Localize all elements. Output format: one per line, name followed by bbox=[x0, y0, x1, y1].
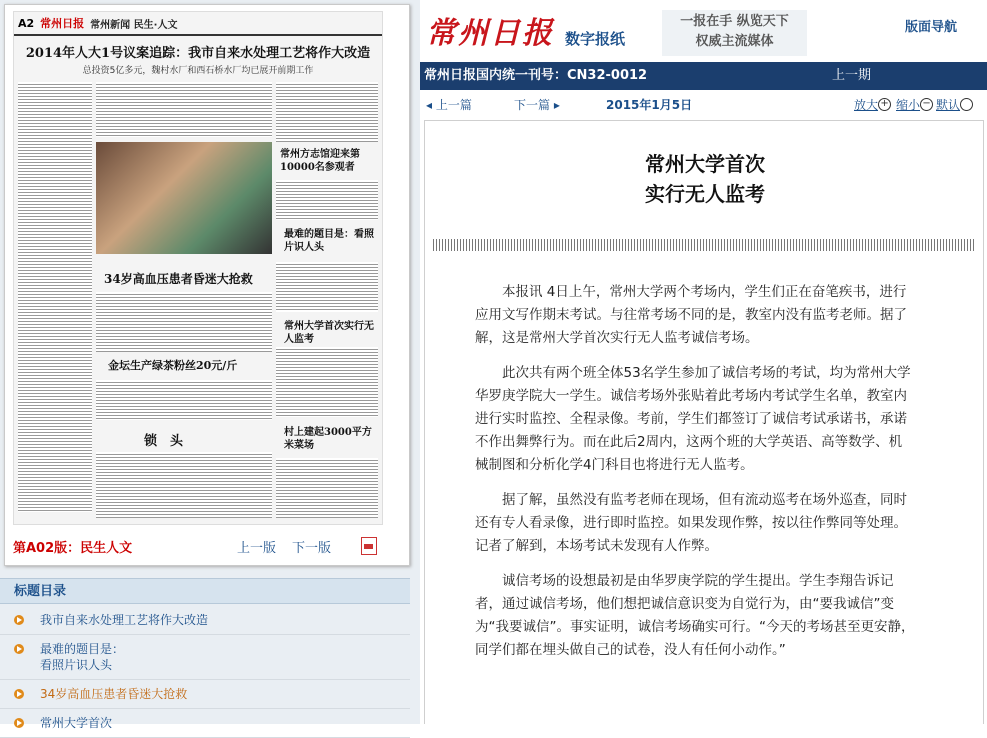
next-article-label[interactable]: 下一篇 bbox=[514, 98, 551, 112]
arrow-bullet-icon bbox=[14, 615, 24, 625]
page-preview-frame bbox=[4, 4, 410, 566]
text-column bbox=[96, 380, 272, 420]
issue-date: 2015年1月5日 bbox=[606, 98, 693, 112]
site-header bbox=[420, 0, 987, 62]
side-title[interactable]: 最难的题目是：看照片识人头 bbox=[284, 229, 374, 253]
zoom-in-button[interactable] bbox=[854, 96, 889, 113]
toc-item-label[interactable]: 我市自来水处理工艺将作大改造 bbox=[40, 613, 209, 627]
side-title[interactable]: 锁 头 bbox=[144, 434, 184, 449]
arrow-bullet-icon bbox=[14, 644, 24, 654]
issn-title: 常州日报国内统一刊号：CN32-0012 bbox=[424, 68, 648, 83]
slogan-line: 一报在手 纵览天下 bbox=[680, 14, 789, 29]
prev-issue-link[interactable]: 上一期 bbox=[832, 68, 872, 83]
article-paragraph: 诚信考场的设想最初是由华罗庚学院的学生提出。学生李翔告诉记者，通过诚信考场，他们想把诚信意识变为自觉行为，由“要我诚信”变为“我要诚信”。事实证明，诚信考场确实可行。“今天的考场甚至更安静，同学们都在埋头做自己的试卷，没人有任何小动作。” bbox=[475, 573, 915, 658]
headline-line: 实行无人监考 bbox=[645, 182, 765, 206]
page-footer bbox=[5, 531, 409, 561]
brand-logo[interactable]: 常州日报 bbox=[426, 16, 554, 51]
toc-item-label[interactable]: 34岁高血压患者昏迷大抢救 bbox=[40, 687, 188, 701]
text-column bbox=[276, 458, 378, 518]
article-paragraph: 本报讯 4日上午，常州大学两个考场内，学生们正在奋笔疾书，进行应用文写作期末考试。与往常考场不同的是，教室内没有监考老师。据了解，这是常州大学首次实行无人监考诚信考场。 bbox=[475, 284, 907, 346]
text-column bbox=[276, 262, 378, 312]
masthead-logo: 常州日报 bbox=[40, 17, 85, 30]
default-zoom-label[interactable]: 默认 bbox=[936, 98, 961, 112]
default-zoom-button[interactable] bbox=[936, 96, 960, 113]
side-title[interactable]: 金坛生产绿茶粉丝20元/斤 bbox=[108, 359, 238, 372]
text-column bbox=[18, 82, 92, 512]
prev-article-label[interactable]: 上一篇 bbox=[435, 98, 472, 112]
text-column bbox=[276, 347, 378, 417]
article-paragraph: 此次共有两个班全体53名学生参加了诚信考场的考试，均为常州大学华罗庚学院大一学生。诚信考场外张贴着此考场内考试学生名单，教室内进行实时监控、全程录像。考前，学生们都签订了诚信考试承诺书，承诺不作出舞弊行为。而在此后2周内，这两个班的大学英语、高等数学、机械制图和分析化学4门科目也将进行无人监考。 bbox=[475, 365, 911, 473]
news-photo[interactable] bbox=[96, 142, 272, 254]
side-title[interactable]: 常州方志馆迎来第10000名参观者 bbox=[280, 149, 360, 173]
toc-item-label[interactable]: 最难的题目是： 看照片识人头 bbox=[40, 642, 125, 672]
section-label: 第A02版：民生人文 bbox=[13, 540, 133, 556]
article-panel bbox=[420, 0, 987, 724]
headline-line: 常州大学首次 bbox=[645, 152, 765, 176]
side-title[interactable]: 常州大学首次实行无人监考 bbox=[284, 321, 374, 345]
toc-item[interactable] bbox=[0, 635, 410, 680]
toc-list bbox=[0, 606, 410, 738]
minus-icon[interactable]: − bbox=[920, 98, 933, 111]
slogan-line: 权威主流媒体 bbox=[695, 34, 774, 49]
prev-page-link[interactable]: 上一版 bbox=[237, 540, 277, 556]
article-content bbox=[424, 120, 984, 724]
page-nav-link[interactable]: 版面导航 bbox=[905, 20, 958, 35]
text-column bbox=[96, 82, 272, 137]
side-title[interactable]: 村上建起3000平方米菜场 bbox=[284, 427, 372, 451]
plus-icon[interactable]: + bbox=[878, 98, 891, 111]
article-body bbox=[475, 281, 915, 674]
arrow-bullet-icon bbox=[14, 689, 24, 699]
text-column bbox=[96, 292, 272, 352]
next-article-link[interactable]: 下一篇 ▸ bbox=[514, 98, 560, 112]
divider bbox=[433, 239, 975, 251]
arrow-bullet-icon bbox=[14, 718, 24, 728]
text-column bbox=[276, 82, 378, 142]
article-paragraph: 据了解，虽然没有监考老师在现场，但有流动巡考在场外巡查，同时还有专人看录像，进行即时监控。如果发现作弊，按以往作弊同等处理。记者了解到，本场考试未发现有人作弊。 bbox=[475, 492, 907, 554]
text-column bbox=[96, 452, 272, 518]
lead-subhead: 总投资5亿多元，魏村水厂和西石桥水厂均已展开前期工作 bbox=[82, 66, 314, 76]
pdf-download-icon[interactable] bbox=[361, 537, 377, 555]
page-code: A2 bbox=[18, 16, 35, 30]
toc-item[interactable] bbox=[0, 606, 410, 635]
digital-label: 数字报纸 bbox=[565, 30, 626, 48]
slogan-box bbox=[662, 10, 807, 56]
prev-article-link[interactable]: ◂ 上一篇 bbox=[426, 98, 472, 112]
section-header: 常州新闻 民生·人文 bbox=[90, 19, 178, 31]
side-title[interactable]: 34岁高血压患者昏迷大抢救 bbox=[104, 272, 253, 286]
next-page-link[interactable]: 下一版 bbox=[292, 540, 332, 556]
lead-headline[interactable]: 2014年人大1号议案追踪：我市自来水处理工艺将作大改造 bbox=[25, 46, 371, 61]
issue-banner bbox=[420, 62, 987, 90]
toc-item-label[interactable]: 常州大学首次 bbox=[40, 716, 113, 730]
page-header bbox=[14, 12, 382, 36]
newspaper-page-thumbnail[interactable] bbox=[13, 11, 383, 525]
text-column bbox=[276, 180, 378, 220]
toc-title: 标题目录 bbox=[0, 578, 410, 604]
article-headline bbox=[425, 149, 985, 209]
article-nav bbox=[420, 94, 987, 116]
circle-icon[interactable] bbox=[960, 98, 973, 111]
zoom-in-label[interactable]: 放大 bbox=[854, 98, 879, 112]
zoom-out-label[interactable]: 缩小 bbox=[896, 98, 921, 112]
toc-item[interactable] bbox=[0, 680, 410, 709]
zoom-out-button[interactable] bbox=[896, 96, 931, 113]
